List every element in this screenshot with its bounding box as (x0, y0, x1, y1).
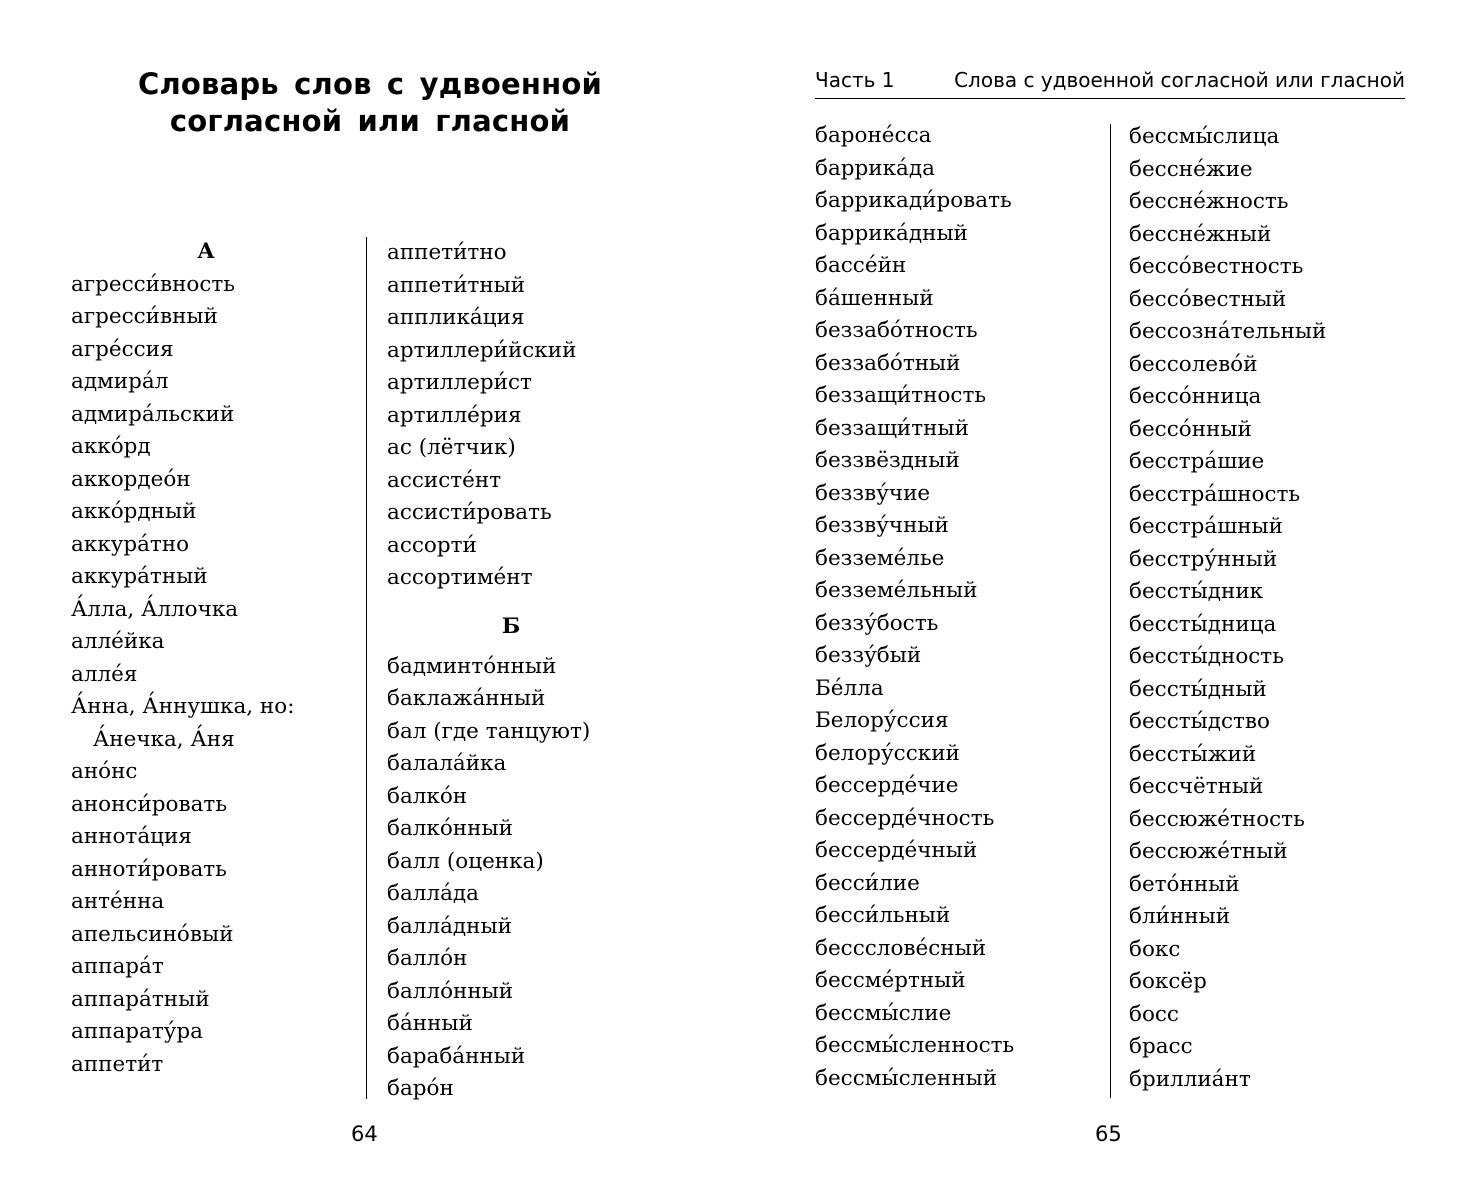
dictionary-entry: Белору́ссия (815, 708, 949, 733)
dictionary-entry: артилле́рия (387, 402, 522, 428)
dictionary-entry: аппети́тный (387, 272, 526, 298)
dictionary-entry: бриллиа́нт (1129, 1066, 1251, 1092)
dictionary-entry: балала́йка (387, 751, 507, 776)
dictionary-entry: балла́да (387, 881, 479, 906)
word-column-3 (815, 120, 1105, 1095)
word-column-2 (387, 237, 647, 1106)
dictionary-entry: ано́нс (71, 759, 138, 784)
dictionary-entry: бессо́вестный (1129, 286, 1287, 312)
dictionary-entry: баррикади́ровать (815, 188, 1012, 213)
dictionary-entry: баро́н (387, 1076, 454, 1101)
dictionary-entry: бессме́ртный (815, 968, 966, 993)
dictionary-entry: балло́нный (387, 978, 514, 1004)
dictionary-entry: белору́сский (815, 740, 960, 766)
dictionary-entry: апельсино́вый (71, 921, 234, 947)
dictionary-entry: бассе́йн (815, 253, 907, 278)
dictionary-entry: бессозна́тельный (1129, 319, 1327, 344)
dictionary-entry: артиллери́ст (387, 370, 532, 395)
dictionary-entry: бесси́льный (815, 903, 951, 928)
dictionary-entry: аппарату́ра (71, 1019, 204, 1044)
dictionary-entry: ас (лётчик) (387, 435, 516, 460)
dictionary-entry: бесстра́шие (1129, 449, 1265, 474)
dictionary-entry: бессо́нница (1129, 384, 1262, 409)
dictionary-entry: А́нна, А́ннушка, но: (71, 694, 295, 719)
running-header (815, 66, 1405, 99)
dictionary-entry: брасс (1129, 1034, 1193, 1059)
dictionary-entry: бессты́дность (1129, 644, 1284, 669)
section-letter-a: А (197, 239, 215, 264)
dictionary-entry: бессмы́слие (815, 1000, 952, 1026)
dictionary-entry: беззабо́тность (815, 318, 978, 343)
dictionary-entry: бессерде́чие (815, 773, 959, 798)
dictionary-entry: агре́ссия (71, 336, 174, 362)
dictionary-entry: бадминто́нный (387, 653, 557, 679)
dictionary-entry: А́лла, А́ллочка (71, 596, 239, 622)
column-divider (1110, 124, 1111, 1098)
right-page (738, 0, 1477, 1182)
page-number: 64 (351, 1122, 378, 1146)
dictionary-entry: босс (1129, 1001, 1179, 1027)
dictionary-entry: алле́я (71, 661, 138, 687)
dictionary-entry: бессне́жный (1129, 221, 1272, 247)
dictionary-entry: баррика́да (815, 155, 935, 181)
dictionary-entry: беззащи́тность (815, 383, 987, 408)
dictionary-entry: бесстра́шный (1129, 514, 1283, 539)
dictionary-entry: агресси́вность (71, 271, 236, 297)
dictionary-entry: бессюже́тный (1129, 839, 1288, 864)
dictionary-entry: адмира́л (71, 369, 169, 394)
dictionary-entry: беззву́чный (815, 513, 949, 538)
dictionary-entry: балла́дный (387, 913, 512, 939)
dictionary-entry: бессчётный (1129, 774, 1264, 799)
dictionary-entry: аппара́т (71, 954, 164, 979)
dictionary-entry: адмира́льский (71, 401, 235, 427)
dictionary-entry: аккура́тный (71, 564, 208, 589)
dictionary-entry: бесстра́шность (1129, 481, 1301, 507)
dictionary-entry: беззащи́тный (815, 415, 969, 441)
dictionary-entry: бараба́нный (387, 1043, 526, 1069)
dictionary-entry: аппара́тный (71, 986, 210, 1012)
dictionary-entry: ба́шенный (815, 285, 934, 311)
dictionary-entry: беззу́бый (815, 643, 922, 668)
dictionary-entry: балл (оценка) (387, 848, 544, 874)
dictionary-entry: аппликáция (387, 305, 525, 330)
dictionary-entry: безземе́лье (815, 545, 945, 571)
dictionary-entry: аппети́т (71, 1051, 164, 1077)
dictionary-entry: бессо́нный (1129, 416, 1252, 442)
dictionary-entry: бессмы́сленность (815, 1033, 1015, 1058)
dictionary-entry: бессолево́й (1129, 351, 1258, 377)
dictionary-entry: бли́нный (1129, 904, 1231, 929)
dictionary-entry: артиллери́йский (387, 337, 577, 363)
dictionary-entry: бокс (1129, 936, 1181, 962)
dictionary-entry: ассорти́ (387, 532, 477, 558)
dictionary-entry: бессслове́сный (815, 935, 987, 961)
dictionary-entry: боксёр (1129, 969, 1207, 994)
dictionary-entry: алле́йка (71, 629, 165, 654)
dictionary-entry: акко́рдный (71, 499, 197, 524)
dictionary-entry: беззабо́тный (815, 350, 961, 376)
dictionary-entry: аппети́тно (387, 240, 507, 265)
dictionary-entry: бароне́сса (815, 123, 932, 148)
dictionary-entry: бесси́лие (815, 870, 920, 896)
dictionary-entry: Бе́лла (815, 675, 884, 701)
dictionary-entry: ба́нный (387, 1011, 473, 1036)
title-line-1: Словарь слов с удвоенной (137, 67, 603, 101)
dictionary-entry: бессты́дство (1129, 709, 1270, 734)
dictionary-entry: аккордео́н (71, 466, 191, 492)
dictionary-entry: бесстру́нный (1129, 546, 1278, 572)
dictionary-entry: бето́нный (1129, 871, 1240, 897)
dictionary-entry: анте́нна (71, 889, 165, 914)
section-letter-b: Б (501, 613, 521, 639)
dictionary-entry: бессюже́тность (1129, 806, 1305, 832)
column-divider (366, 237, 367, 1099)
dictionary-entry: беззву́чие (815, 480, 931, 506)
dictionary-entry: ассортиме́нт (387, 565, 533, 590)
page-title (70, 66, 670, 140)
dictionary-entry: аккура́тно (71, 531, 190, 557)
dictionary-entry: бессне́жность (1129, 189, 1289, 214)
dictionary-entry: А́нечка, А́ня (93, 726, 235, 752)
dictionary-entry: анонси́ровать (71, 791, 228, 817)
left-page (0, 0, 738, 1182)
dictionary-entry: безземе́льный (815, 578, 978, 603)
dictionary-entry: балко́нный (387, 816, 513, 841)
dictionary-entry: ассисте́нт (387, 467, 502, 493)
dictionary-entry: аннoти́ровать (71, 856, 227, 882)
word-column-1 (71, 236, 361, 1081)
dictionary-entry: беззвёздный (815, 448, 960, 473)
dictionary-entry: бал (где танцуют) (387, 718, 591, 744)
dictionary-entry: бессты́дник (1129, 579, 1264, 604)
dictionary-entry: бессне́жие (1129, 156, 1253, 182)
dictionary-entry: бессты́дница (1129, 611, 1277, 637)
header-part: Часть 1 (815, 68, 895, 92)
dictionary-entry: баррика́дный (815, 220, 968, 246)
title-line-2: согласной или гласной (169, 104, 571, 138)
word-column-4 (1129, 121, 1429, 1096)
dictionary-entry: бессмы́слица (1129, 124, 1280, 149)
dictionary-entry: агресси́вный (71, 304, 218, 329)
dictionary-entry: баклажа́нный (387, 686, 546, 711)
dictionary-entry: бессмы́сленный (815, 1065, 998, 1091)
dictionary-entry: бессерде́чность (815, 805, 995, 831)
dictionary-entry: ассисти́ровать (387, 500, 552, 525)
dictionary-entry: бессерде́чный (815, 838, 978, 863)
dictionary-entry: аннота́ция (71, 824, 192, 849)
dictionary-entry: бессты́жий (1129, 741, 1257, 767)
dictionary-entry: беззу́бость (815, 610, 939, 636)
dictionary-entry: акко́рд (71, 434, 151, 459)
header-section-title: Слова с удвоенной согласной или гласной (954, 68, 1405, 92)
dictionary-entry: балло́н (387, 946, 468, 971)
dictionary-entry: бессты́дный (1129, 676, 1267, 702)
page-number: 65 (1095, 1122, 1122, 1146)
dictionary-entry: балко́н (387, 783, 468, 809)
dictionary-entry: бессо́вестность (1129, 254, 1304, 279)
